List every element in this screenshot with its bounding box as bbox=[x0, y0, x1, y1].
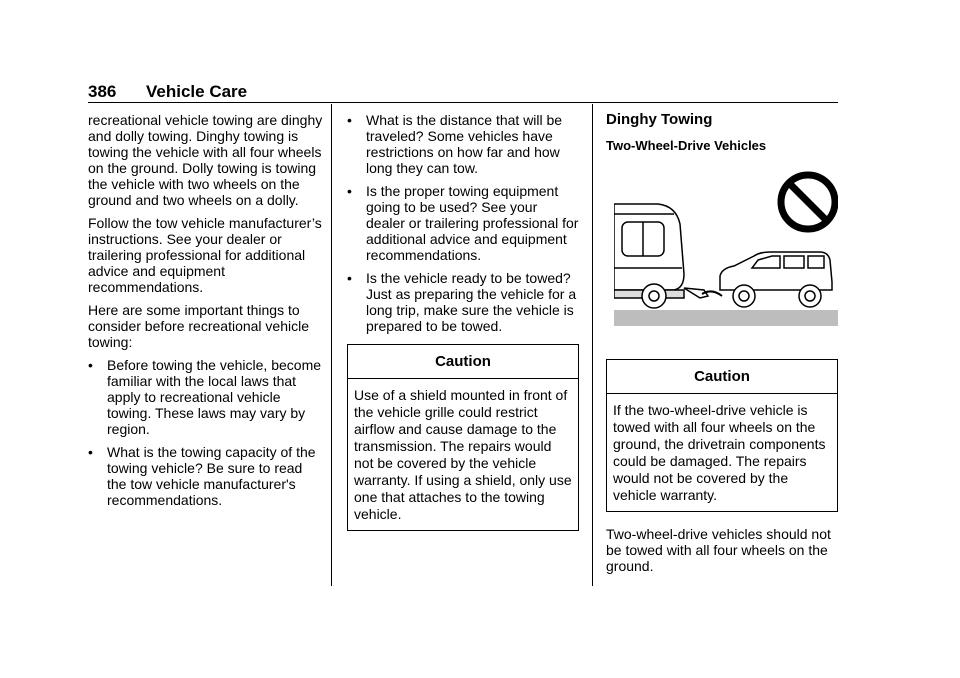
bullet-glyph: • bbox=[347, 112, 352, 128]
bullet-glyph: • bbox=[88, 444, 93, 460]
page-number: 386 bbox=[88, 82, 117, 101]
subsection-heading: Two-Wheel-Drive Vehicles bbox=[606, 138, 767, 153]
paragraph: Follow the tow vehicle manufacturer’s instructions. See your dealer or trailering professional for additional advice and equipment recommendations. bbox=[88, 215, 322, 295]
caution-body: Use of a shield mounted in front of the vehicle grille could restrict airflow and cause damage to the transmission. The repairs would not be covered by the vehicle warranty. If using a shield, only use one that attaches to the towing vehicle. bbox=[354, 387, 572, 522]
paragraph: recreational vehicle towing are dinghy and dolly towing. Dinghy towing is towing the vehicle with all four wheels on the ground. Dolly towing is towing the vehicle with two wheels on the ground and two wheels on a dolly. bbox=[88, 112, 323, 208]
list-item-text: Is the vehicle ready to be towed? Just as preparing the vehicle for a long trip, make sure the vehicle is prepared to be towed. bbox=[366, 270, 577, 334]
bullet-glyph: • bbox=[347, 183, 352, 199]
column-3 bbox=[606, 112, 838, 574]
suv-icon bbox=[720, 252, 832, 307]
list-item bbox=[347, 183, 579, 263]
list-item bbox=[347, 112, 579, 176]
dinghy-towing-illustration bbox=[614, 164, 838, 344]
column-2 bbox=[347, 112, 579, 531]
no-towing-prohibited-icon bbox=[781, 175, 835, 229]
section-title: Vehicle Care bbox=[146, 82, 248, 101]
caution-body: If the two-wheel-drive vehicle is towed with all four wheels on the ground, the drivetrain components could be damaged. The repairs would not be covered by the vehicle warranty. bbox=[613, 402, 826, 503]
bullet-glyph: • bbox=[88, 357, 93, 373]
list-item-text: What is the distance that will be traveled? Some vehicles have restrictions on how far and how long they can tow. bbox=[366, 112, 563, 176]
caution-box bbox=[347, 344, 579, 531]
list-item bbox=[347, 270, 579, 334]
caution-title: Caution bbox=[607, 360, 837, 394]
column-divider-1 bbox=[331, 104, 332, 586]
list-item bbox=[88, 444, 324, 508]
rv-icon bbox=[614, 204, 708, 308]
page-header bbox=[88, 82, 247, 102]
bullet-glyph: • bbox=[347, 270, 352, 286]
section-heading: Dinghy Towing bbox=[606, 111, 713, 128]
ground bbox=[614, 310, 838, 326]
caution-box bbox=[606, 359, 838, 512]
paragraph: Here are some important things to consider before recreational vehicle towing: bbox=[88, 302, 310, 350]
list-item-text: Before towing the vehicle, become familiar with the local laws that apply to recreational vehicle towing. These laws may vary by region. bbox=[107, 357, 322, 437]
list-item-text: What is the towing capacity of the towing vehicle? Be sure to read the tow vehicle manufacturer's recommendations. bbox=[107, 444, 316, 508]
header-rule bbox=[88, 102, 838, 103]
list-item bbox=[88, 357, 324, 437]
caution-title: Caution bbox=[348, 345, 578, 379]
paragraph: Two-wheel-drive vehicles should not be towed with all four wheels on the ground. bbox=[606, 526, 831, 574]
column-1 bbox=[88, 112, 324, 515]
list-item-text: Is the proper towing equipment going to be used? See your dealer or trailering professional for additional advice and equipment recommendations. bbox=[366, 183, 579, 263]
column-divider-2 bbox=[592, 104, 593, 586]
